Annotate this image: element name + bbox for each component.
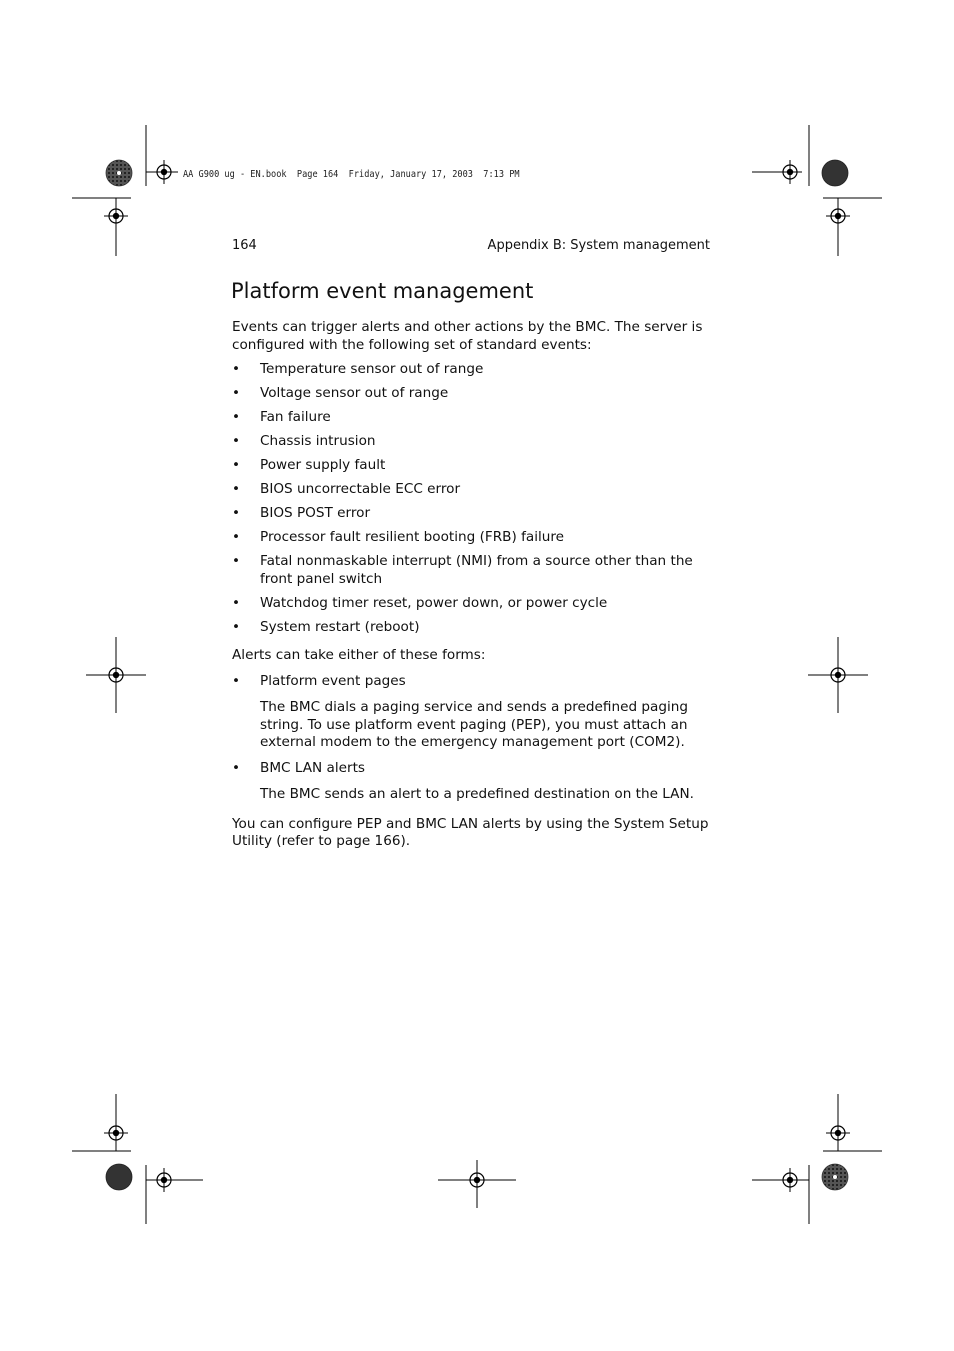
alert-form-label: Platform event pages (260, 673, 406, 689)
alerts-intro-paragraph: Alerts can take either of these forms: (232, 647, 486, 663)
bullet: • (232, 594, 241, 611)
starburst-top-left-icon (106, 160, 132, 186)
bullet: • (232, 618, 241, 635)
section-title: Platform event management (231, 279, 534, 303)
running-head: Appendix B: System management (487, 238, 710, 253)
bullet: • (232, 481, 241, 497)
bullet: • (232, 505, 241, 521)
list-item: • BIOS POST error (232, 505, 371, 521)
alert-form-item (232, 760, 722, 778)
list-item: • BIOS uncorrectable ECC error (232, 481, 461, 497)
alert-form-label: BMC LAN alerts (260, 760, 366, 776)
bullet: • (232, 760, 241, 776)
bullet: • (232, 529, 241, 545)
starburst-bottom-left-icon (106, 1164, 132, 1190)
alert-form-item (232, 673, 722, 691)
bullet: • (232, 553, 241, 569)
intro-paragraph: Events can trigger alerts and other actions by the BMC. The server is configured with the following set of standard events: (232, 319, 703, 353)
list-item: • Fan failure (232, 409, 331, 425)
standard-events-list (232, 361, 722, 636)
alert-form-description: The BMC dials a paging service and sends a predefined paging string. To use platform event paging (PEP), you must attach an external modem to the emergency management port (COM2). (260, 699, 688, 750)
closing-paragraph: You can configure PEP and BMC LAN alerts by using the System Setup Utility (refer to page 166). (232, 815, 709, 849)
list-item: • Temperature sensor out of range (232, 361, 484, 377)
list-item: • Chassis intrusion (232, 433, 376, 449)
bullet: • (232, 385, 241, 401)
bullet: • (232, 457, 241, 473)
list-item: • Watchdog timer reset, power down, or power cycle (232, 594, 608, 611)
section-body (232, 319, 722, 851)
list-item: • Fatal nonmaskable interrupt (NMI) from a source other than the front panel switch (232, 553, 693, 587)
bullet: • (232, 433, 241, 449)
list-item: • Power supply fault (232, 457, 386, 473)
page-number: 164 (232, 238, 257, 253)
bullet: • (232, 673, 241, 689)
list-item: • System restart (reboot) (232, 618, 420, 635)
list-item: • Processor fault resilient booting (FRB) failure (232, 529, 565, 545)
list-item: • Voltage sensor out of range (232, 385, 449, 401)
starburst-bottom-right-icon (822, 1164, 848, 1190)
alert-form-description: The BMC sends an alert to a predefined destination on the LAN. (260, 786, 694, 802)
print-slug: AA G900 ug - EN.book Page 164 Friday, January 17, 2003 7:13 PM (183, 169, 520, 180)
bullet: • (232, 409, 241, 425)
bullet: • (232, 361, 241, 377)
starburst-top-right-icon (822, 160, 848, 186)
